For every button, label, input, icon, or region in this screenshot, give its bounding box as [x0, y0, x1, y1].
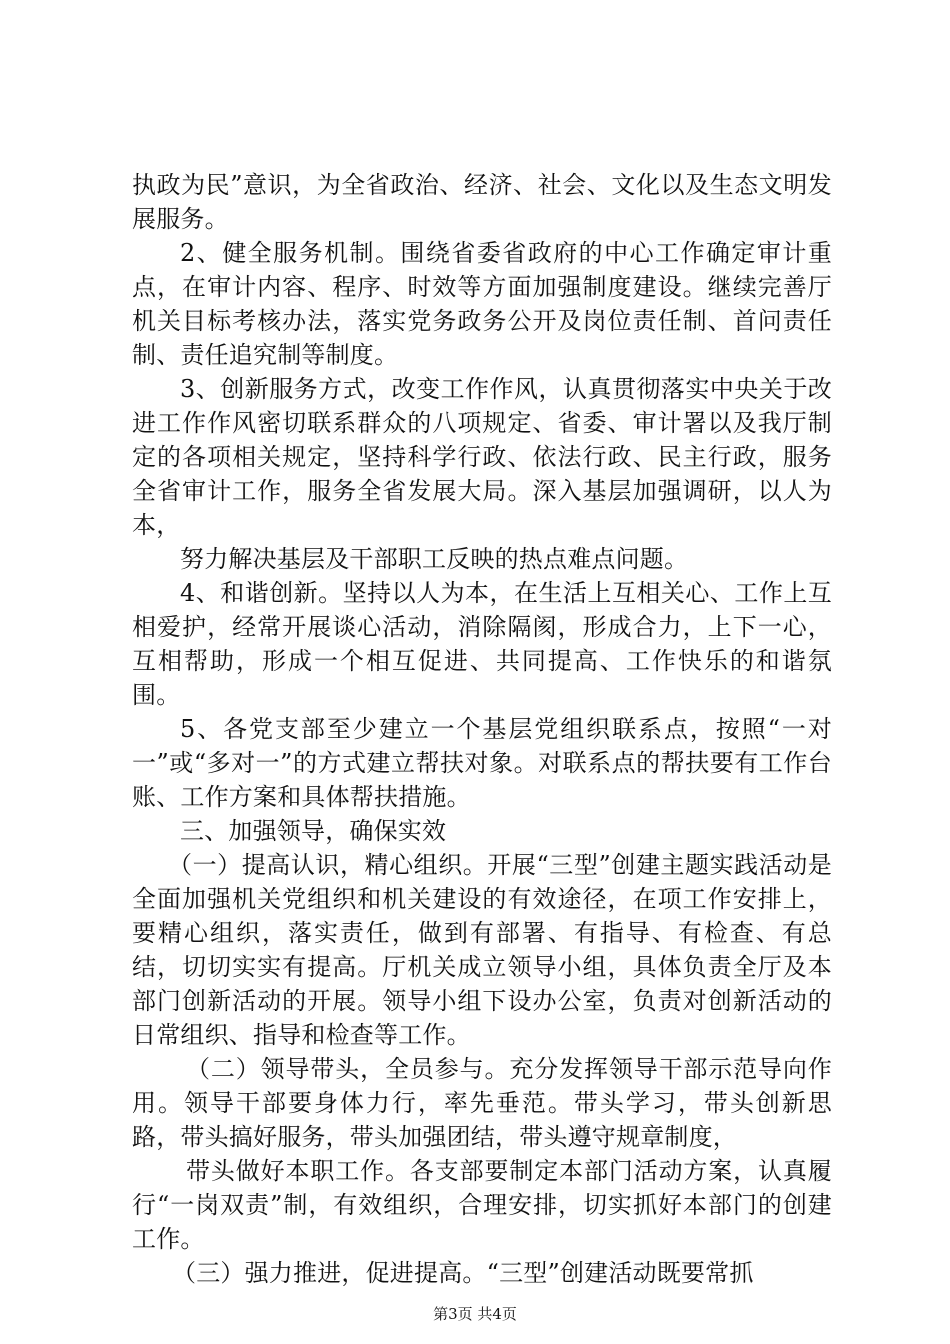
- paragraph-5: 4、和谐创新。坚持以人为本，在生活上互相关心、工作上互相爱护，经常开展谈心活动，消除隔阂，形成合力，上下一心，互相帮助，形成一个相互促进、共同提高、工作快乐的和谐氛围。: [132, 579, 832, 709]
- paragraph-2: 2、健全服务机制。围绕省委省政府的中心工作确定审计重点，在审计内容、程序、时效等方面加强制度建设。继续完善厅机关目标考核办法，落实党务政务公开及岗位责任制、首问责任制、责任追究制等制度。: [132, 239, 832, 369]
- paragraph-7: （一）提高认识，精心组织。开展“三型”创建主题实践活动是全面加强机关党组织和机关建设的有效途径，在项工作安排上，要精心组织，落实责任，做到有部署、有指导、有检查、有总结，切切实实有提高。厅机关成立领导小组，具体负责全厅及本部门创新活动的开展。领导小组下设办公室，负责对创新活动的日常组织、指导和检查等工作。: [132, 851, 832, 1049]
- section-heading: 三、加强领导，确保实效: [180, 817, 447, 845]
- paragraph-10: （三）强力推进，促进提高。“三型”创建活动既要常抓: [172, 1259, 754, 1287]
- document-body: [132, 168, 832, 1290]
- paragraph-8: （二）领导带头，全员参与。充分发挥领导干部示范导向作用。领导干部要身体力行，率先垂范。带头学习，带头创新思路，带头搞好服务，带头加强团结，带头遵守规章制度，: [132, 1055, 832, 1151]
- paragraph-9: 带头做好本职工作。各支部要制定本部门活动方案，认真履行“一岗双责”制，有效组织，合理安排，切实抓好本部门的创建工作。: [132, 1157, 832, 1253]
- paragraph-4: 努力解决基层及干部职工反映的热点难点问题。: [180, 545, 689, 573]
- page-footer: 第3页 共4页: [433, 1305, 517, 1323]
- paragraph-6: 5、各党支部至少建立一个基层党组织联系点，按照“一对一”或“多对一”的方式建立帮扶对象。对联系点的帮扶要有工作台账、工作方案和具体帮扶措施。: [132, 715, 832, 811]
- paragraph-3: 3、创新服务方式，改变工作作风，认真贯彻落实中央关于改进工作作风密切联系群众的八项规定、省委、审计署以及我厅制定的各项相关规定，坚持科学行政、依法行政、民主行政，服务全省审计工作，服务全省发展大局。深入基层加强调研，以人为本，: [132, 375, 832, 539]
- paragraph-1: 执政为民”意识，为全省政治、经济、社会、文化以及生态文明发展服务。: [132, 171, 832, 233]
